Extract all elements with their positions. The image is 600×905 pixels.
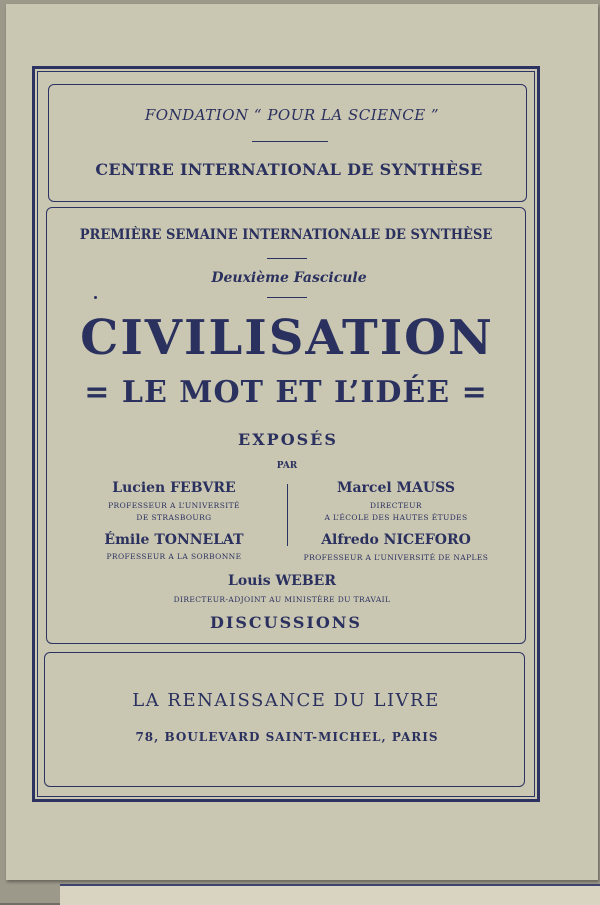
main-subtitle: = LE MOT ET L’IDÉE = — [84, 375, 488, 410]
publisher-panel — [44, 652, 525, 787]
exposes-heading: EXPOSÉS — [238, 430, 338, 449]
speaker-name: Lucien FEBVRE — [112, 480, 236, 496]
fascicule-rule — [267, 297, 307, 298]
discussions-label: DISCUSSIONS — [210, 613, 362, 632]
speaker-title: PROFESSEUR A LA SORBONNE — [106, 552, 242, 561]
speaker-title: A L’ÉCOLE DES HAUTES ÉTUDES — [324, 513, 468, 522]
semaine-line: PREMIÈRE SEMAINE INTERNATIONALE DE SYNTHÈSE — [79, 227, 493, 243]
fascicule-line: Deuxième Fascicule — [211, 270, 367, 286]
speaker-title: PROFESSEUR A L’UNIVERSITÉ DE NAPLES — [303, 553, 489, 562]
publisher-address: 78, BOULEVARD SAINT-MICHEL, PARIS — [135, 730, 439, 744]
column-divider — [287, 484, 288, 546]
publisher-name: LA RENAISSANCE DU LIVRE — [132, 690, 440, 711]
speaker-name: Marcel MAUSS — [336, 480, 456, 496]
speaker-title: DIRECTEUR-ADJOINT AU MINISTÈRE DU TRAVAIL — [173, 595, 391, 604]
speaker-name: Émile TONNELAT — [104, 532, 244, 548]
ink-speck — [94, 296, 97, 299]
speaker-title: DE STRASBOURG — [136, 513, 212, 522]
header-panel — [48, 84, 527, 202]
underlying-page-edge — [60, 884, 600, 905]
centre-title: CENTRE INTERNATIONAL DE SYNTHÈSE — [95, 160, 483, 179]
speaker-title: PROFESSEUR A L’UNIVERSITÉ — [108, 501, 240, 510]
speaker-title: DIRECTEUR — [370, 501, 422, 510]
par-label: PAR — [276, 461, 298, 471]
speaker-name: Alfredo NICEFORO — [321, 532, 471, 548]
main-title: CIVILISATION — [80, 310, 494, 366]
semaine-rule — [267, 258, 307, 259]
header-rule — [252, 141, 328, 142]
fondation-line: FONDATION “ POUR LA SCIENCE ” — [144, 106, 440, 124]
speaker-name: Louis WEBER — [228, 573, 336, 589]
